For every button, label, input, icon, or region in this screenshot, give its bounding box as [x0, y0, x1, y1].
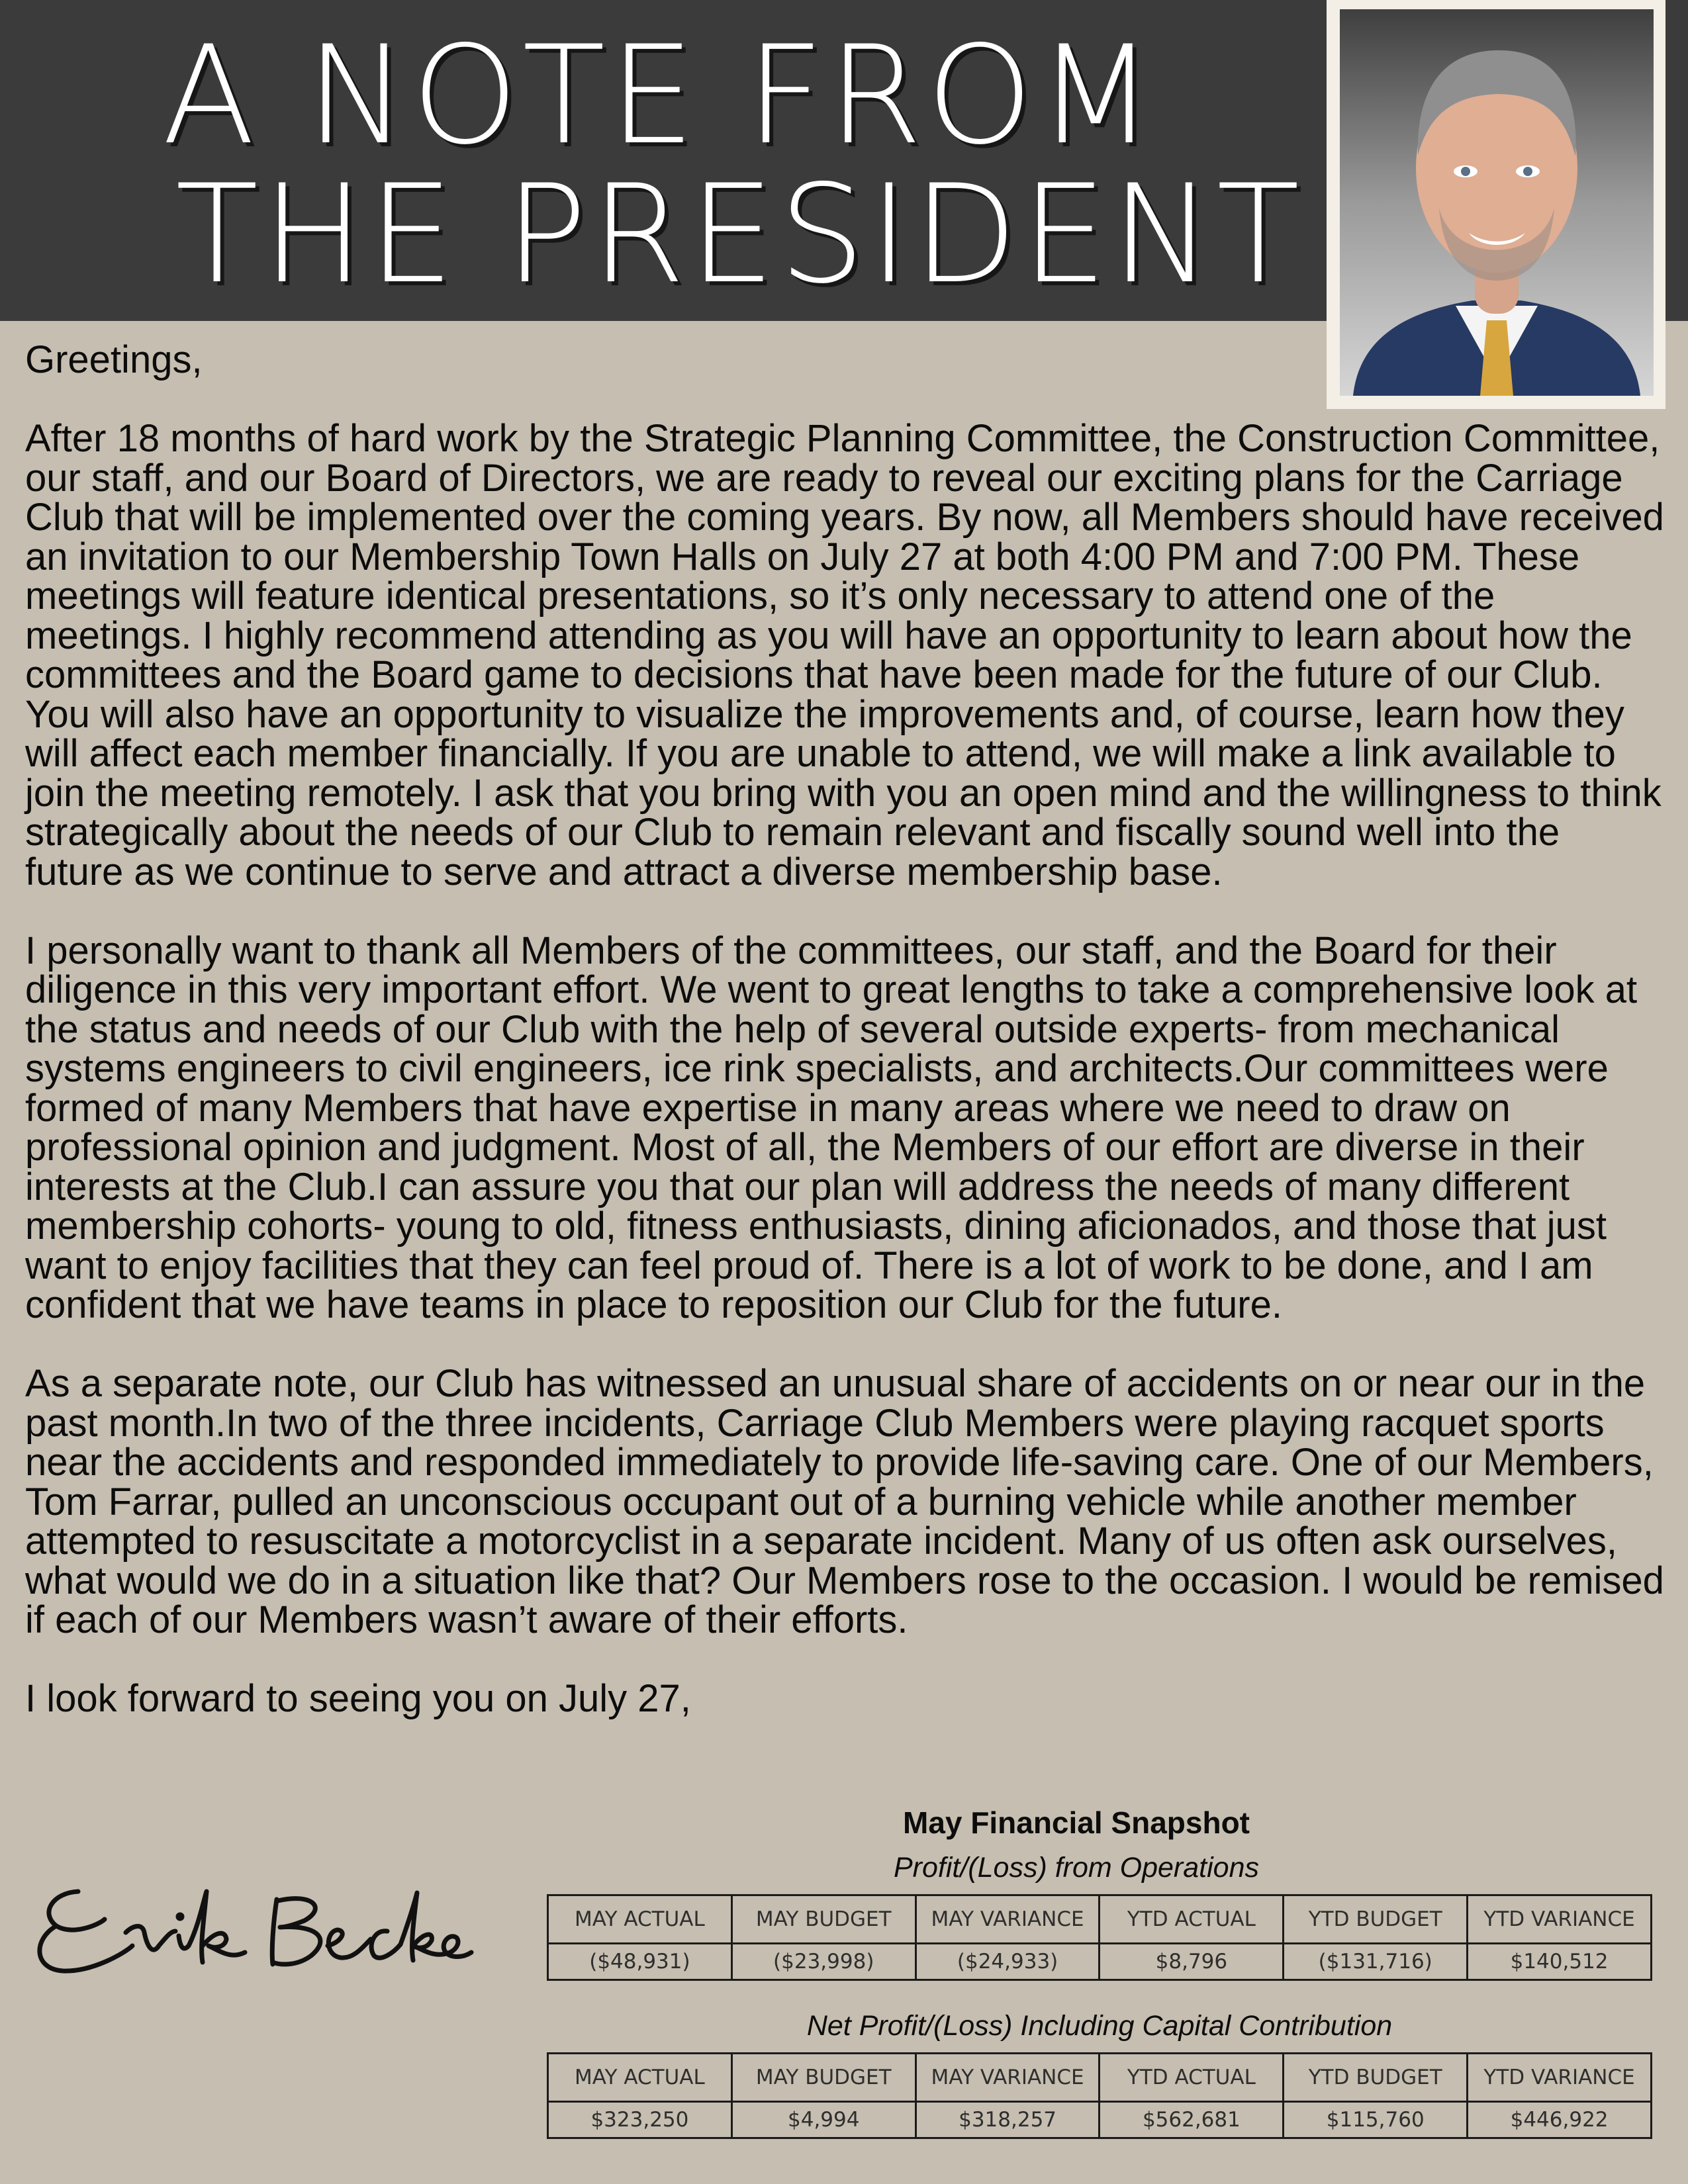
letter-paragraph: After 18 months of hard work by the Strategic Planning Committee, the Construction Committee, our staff, and our Board of Directors, we are ready to reveal our exciting plans for the Carriage Club that will be implemented over the coming years. By now, all Members should have received an invitation to our Membership Town Halls on July 27 at both 4:00 PM and 7:00 PM. These meetings will feature identical presentations, so it’s only necessary to attend one of the meetings. I highly recommend attending as you will have an opportunity to learn about how the committees and the Board game to decisions that have been made for the future of our Club. You will also have an opportunity to visualize the improvements and, of course, learn how they will affect each member financially. If you are unable to attend, we will make a link available to join the meeting remotely. I ask that you bring with you an open mind and the willingness to think strategically about the needs of our Club to remain relevant and fiscally sound well into the future as we continue to serve and attract a diverse membership base.: [25, 417, 1664, 893]
portrait-illustration: [1340, 9, 1654, 396]
column-header: MAY VARIANCE: [915, 2054, 1100, 2102]
column-header: YTD VARIANCE: [1468, 2054, 1652, 2102]
snapshot-title: May Financial Snapshot: [903, 1805, 1250, 1840]
signature: [26, 1853, 477, 1985]
operations-caption: Profit/(Loss) from Operations: [893, 1852, 1259, 1884]
operations-table: [547, 1894, 1652, 1981]
table-row: [548, 2102, 1652, 2138]
table-cell: ($23,998): [731, 1944, 915, 1980]
table-cell: ($48,931): [548, 1944, 732, 1980]
column-header: YTD ACTUAL: [1100, 2054, 1284, 2102]
table-cell: $446,922: [1468, 2102, 1652, 2138]
letter-greeting: Greetings,: [25, 338, 203, 381]
column-header: YTD VARIANCE: [1468, 1895, 1652, 1944]
column-header: MAY VARIANCE: [915, 1895, 1100, 1944]
letter-closing: I look forward to seeing you on July 27,: [25, 1677, 691, 1720]
letter-paragraph: I personally want to thank all Members of the committees, our staff, and the Board for their diligence in this very important effort. We went to great lengths to take a comprehensive look at the status and needs of our Club with the help of several outside experts- from mechanical systems engineers to civil engineers, ice rink specialists, and architects.Our committees were formed of many Members that have expertise in many areas where we need to draw on professional opinion and judgment. Most of all, the Members of our effort are diverse in their interests at the Club.I can assure you that our plan will address the needs of many different membership cohorts- young to old, fitness enthusiasts, dining aficionados, and those that just want to enjoy facilities that they can feel proud of. There is a lot of work to be done, and I am confident that we have teams in place to reposition our Club for the future.: [25, 929, 1638, 1326]
column-header: MAY BUDGET: [731, 2054, 915, 2102]
column-header: YTD BUDGET: [1284, 1895, 1468, 1944]
net-caption: Net Profit/(Loss) Including Capital Contribution: [806, 2010, 1393, 2042]
column-header: YTD ACTUAL: [1100, 1895, 1284, 1944]
table-cell: $318,257: [915, 2102, 1100, 2138]
table-header-row: [548, 1895, 1652, 1944]
table-cell: $323,250: [548, 2102, 732, 2138]
table-cell: $115,760: [1284, 2102, 1468, 2138]
title-line-1: A NOTE FROM: [162, 17, 1158, 175]
column-header: MAY ACTUAL: [548, 1895, 732, 1944]
table-row: [548, 1944, 1652, 1980]
financial-snapshot: [547, 1804, 1652, 2139]
table-cell: $140,512: [1468, 1944, 1652, 1980]
table-cell: ($131,716): [1284, 1944, 1468, 1980]
president-letter: [25, 340, 1667, 1758]
page-title: [162, 17, 1304, 314]
table-header-row: [548, 2054, 1652, 2102]
letter-paragraph: As a separate note, our Club has witnessed an unusual share of accidents on or near our in the past month.In two of the three incidents, Carriage Club Members were playing racquet sports near the accidents and responded immediately to provide life-saving care. One of our Members, Tom Farrar, pulled an unconscious occupant out of a burning vehicle while another member attempted to resuscitate a motorcyclist in a separate incident. Many of us often ask ourselves, what would we do in a situation like that? Our Members rose to the occasion. I would be remised if each of our Members wasn’t aware of their efforts.: [25, 1362, 1664, 1641]
net-profit-table: [547, 2052, 1652, 2139]
table-cell: $4,994: [731, 2102, 915, 2138]
column-header: MAY BUDGET: [731, 1895, 915, 1944]
column-header: MAY ACTUAL: [548, 2054, 732, 2102]
table-cell: ($24,933): [915, 1944, 1100, 1980]
table-cell: $8,796: [1100, 1944, 1284, 1980]
column-header: YTD BUDGET: [1284, 2054, 1468, 2102]
president-portrait: [1340, 9, 1654, 396]
table-cell: $562,681: [1100, 2102, 1284, 2138]
title-line-2: THE PRESIDENT: [175, 156, 1304, 314]
